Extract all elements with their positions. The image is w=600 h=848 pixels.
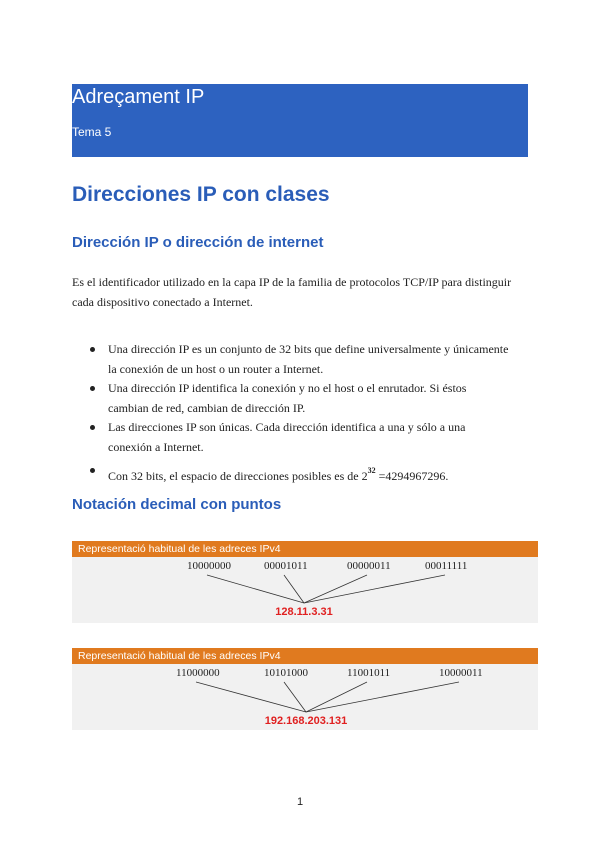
page-number: 1 [296,796,304,808]
connector-line [304,575,367,603]
binary-octet: 00001011 [264,560,308,572]
document-subtitle: Tema 5 [72,125,112,139]
connector-line [284,575,304,603]
bullet-dot-icon [90,386,95,391]
figure-caption: Representació habitual de les adreces IPv4 [72,648,538,664]
exponent: 32 [367,466,376,475]
intro-paragraph: Es el identificador utilizado en la capa IP de la familia de protocolos TCP/IP para distinguir cada dispositivo conectado a Internet. [72,275,512,309]
list-item: Las direcciones IP son únicas. Cada dirección identifica a una y sólo a una conexión a Internet. [90,418,510,457]
bullet-dot-icon [90,347,95,352]
binary-octet: 10000000 [187,560,231,572]
document-title: Adreçament IP [72,86,205,108]
subsection-heading-dotted-decimal: Notación decimal con puntos [72,496,282,513]
binary-octet: 00011111 [425,560,468,572]
binary-octet: 10101000 [264,667,308,679]
dotted-decimal-address: 192.168.203.131 [264,715,348,727]
bullet-dot-icon [90,468,95,473]
ipv4-diagram [72,664,538,730]
dotted-decimal-address: 128.11.3.31 [275,606,333,618]
connector-line [306,682,459,712]
ipv4-diagram [72,557,538,623]
bullet-dot-icon [90,425,95,430]
list-item: Con 32 bits, el espacio de direcciones posibles es de $2^{32} =4294967296$. [90,461,510,487]
binary-octet: 00000011 [347,560,391,572]
section-heading: Direcciones IP con clases [72,183,330,206]
connector-line [306,682,367,712]
connector-line [284,682,306,712]
connector-line [196,682,306,712]
ipv4-figure-1 [72,541,538,623]
binary-octet: 11000000 [176,667,220,679]
ipv4-figure-2 [72,648,538,730]
list-item: Una dirección IP identifica la conexión y no el host o el enrutador. Si éstos cambian de red, cambian de dirección IP. [90,379,510,418]
figure-caption: Representació habitual de les adreces IPv4 [72,541,538,557]
connector-line [207,575,304,603]
list-item: Una dirección IP es un conjunto de 32 bits que define universalmente y únicamente la conexión de un host o un router a Internet. [90,340,510,379]
connector-line [304,575,445,603]
subsection-heading-ip-address: Dirección IP o dirección de internet [72,234,324,251]
binary-octet: 11001011 [347,667,391,679]
binary-octet: 10000011 [439,667,483,679]
bullet-list [90,340,510,487]
